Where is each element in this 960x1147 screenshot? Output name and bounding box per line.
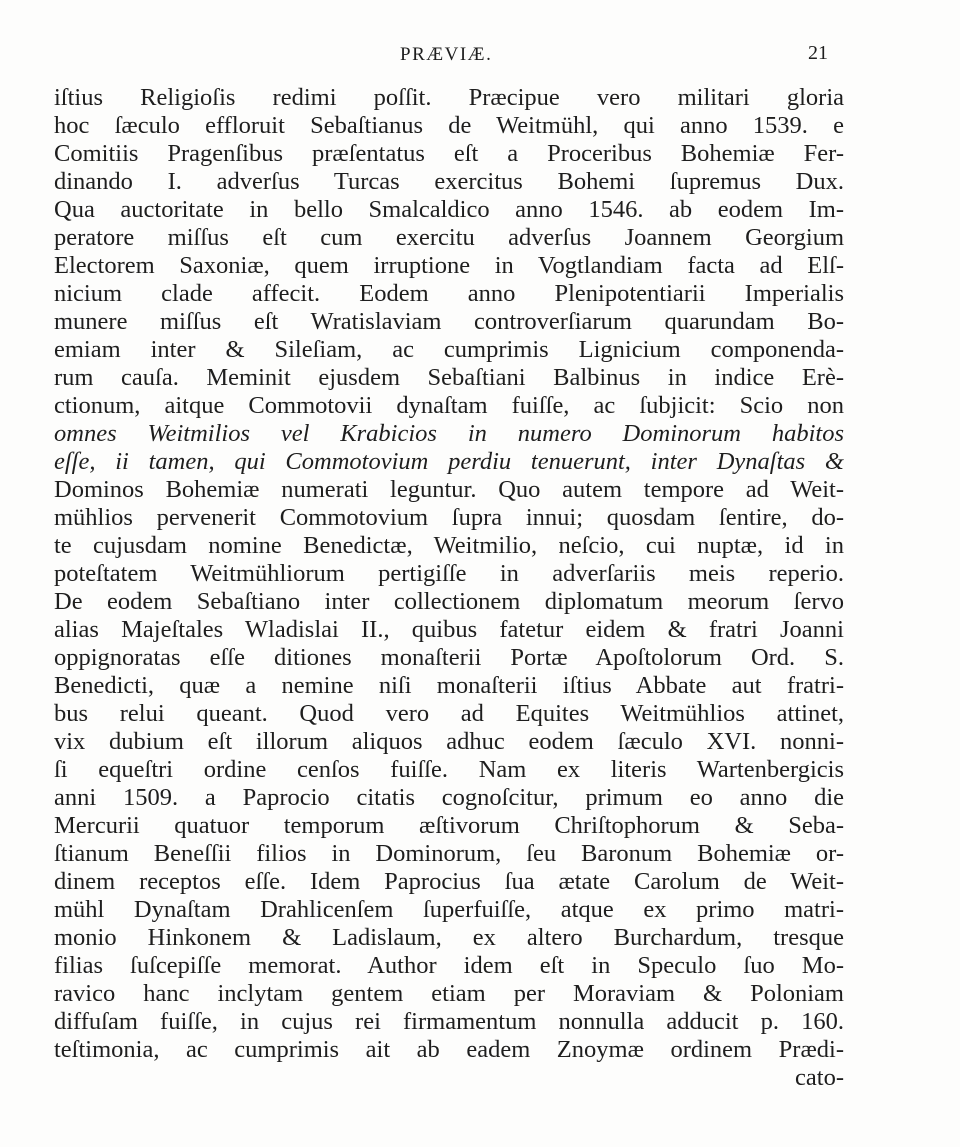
- text-line-italic: omnes Weitmilios vel Krabicios in numero Dominorum habitos: [54, 420, 844, 447]
- text-line: mühl Dynaſtam Drahlicenſem ſuperfuiſſe, atque ex primo matri-: [54, 896, 844, 923]
- text-line: dinem receptos eſſe. Idem Paprocius ſua ætate Carolum de Weit-: [54, 868, 844, 895]
- text-line: peratore miſſus eſt cum exercitu adverſus Joannem Georgium: [54, 224, 844, 251]
- catchword: cato-: [795, 1064, 844, 1091]
- text-line: nicium clade affecit. Eodem anno Plenipotentiarii Imperialis: [54, 280, 844, 307]
- text-line: te cujusdam nomine Benedictæ, Weitmilio, neſcio, cui nuptæ, id in: [54, 532, 844, 559]
- text-line: ſi equeſtri ordine cenſos fuiſſe. Nam ex literis Wartenbergicis: [54, 756, 844, 783]
- text-line: alias Majeſtales Wladislai II., quibus fatetur eidem & fratri Joanni: [54, 616, 844, 643]
- text-line: hoc ſæculo efflоruit Sebaſtianus de Weitmühl, qui anno 1539. e: [54, 112, 844, 139]
- body-text: [54, 84, 844, 1092]
- text-line: De eodem Sebaſtiano inter collectionem diplomatum meorum ſervo: [54, 588, 844, 615]
- text-line: rum cauſa. Meminit ejusdem Sebaſtiani Balbinus in indice Erè-: [54, 364, 844, 391]
- text-line: anni 1509. a Paprocio citatis cognoſcitur, primum eo anno die: [54, 784, 844, 811]
- text-line: diffuſam fuiſſe, in cujus rei firmamentum nonnulla adducit p. 160.: [54, 1008, 844, 1035]
- text-line: emiam inter & Sileſiam, ac cumprimis Lignicium componenda-: [54, 336, 844, 363]
- text-line: bus relui queant. Quod vero ad Equites Weitmühlios attinet,: [54, 700, 844, 727]
- text-line: oppignoratas eſſe ditiones monaſterii Portæ Apoſtolorum Ord. S.: [54, 644, 844, 671]
- text-line: munere miſſus eſt Wratislaviam controverſiarum quarundam Bo-: [54, 308, 844, 335]
- text-line: ſtianum Beneſſii filios in Dominorum, ſeu Baronum Bohemiæ or-: [54, 840, 844, 867]
- text-line: filias ſuſcepiſſe memorat. Author idem eſt in Speculo ſuo Mo-: [54, 952, 844, 979]
- text-line: poteſtatem Weitmühliorum pertigiſſe in adverſariis meis reperio.: [54, 560, 844, 587]
- text-line: teſtimonia, ac cumprimis ait ab eadem Znoymæ ordinem Prædi-: [54, 1036, 844, 1063]
- text-line: vix dubium eſt illorum aliquos adhuc eodem ſæculo XVI. nonni-: [54, 728, 844, 755]
- text-line-italic: eſſe, ii tamen, qui Commotovium perdiu tenuerunt, inter Dynaſtas &: [54, 448, 844, 475]
- text-line: ctionum, aitque Commotovii dynaſtam fuiſſe, ac ſubjicit: Scio non: [54, 392, 844, 419]
- text-line: Dominos Bohemiæ numerati leguntur. Quo autem tempore ad Weit-: [54, 476, 844, 503]
- text-line: monio Hinkonem & Ladislaum, ex altero Burchardum, tresque: [54, 924, 844, 951]
- running-head: PRÆVIÆ.: [400, 44, 493, 65]
- text-line: Mercurii quatuor temporum æſtivorum Chriſtophorum & Seba-: [54, 812, 844, 839]
- text-line: dinando I. adverſus Turcas exercitus Bohemi ſupremus Dux.: [54, 168, 844, 195]
- text-line: mühlios pervenerit Commotovium ſupra innui; quosdam ſentire, do-: [54, 504, 844, 531]
- text-line: Qua auctoritate in bello Smalcaldico anno 1546. ab eodem Im-: [54, 196, 844, 223]
- text-line: Comitiis Pragenſibus præſentatus eſt a Proceribus Bohemiæ Fer-: [54, 140, 844, 167]
- page-number: 21: [808, 42, 828, 64]
- text-line: iſtius Religioſis redimi poſſit. Præcipue vero militari gloria: [54, 84, 844, 111]
- text-line: Electorem Saxoniæ, quem irruptione in Vogtlandiam facta ad Elſ-: [54, 252, 844, 279]
- text-line: ravico hanc inclytam gentem etiam per Moraviam & Poloniam: [54, 980, 844, 1007]
- text-line: Benedicti, quæ a nemine niſi monaſterii iſtius Abbate aut fratri-: [54, 672, 844, 699]
